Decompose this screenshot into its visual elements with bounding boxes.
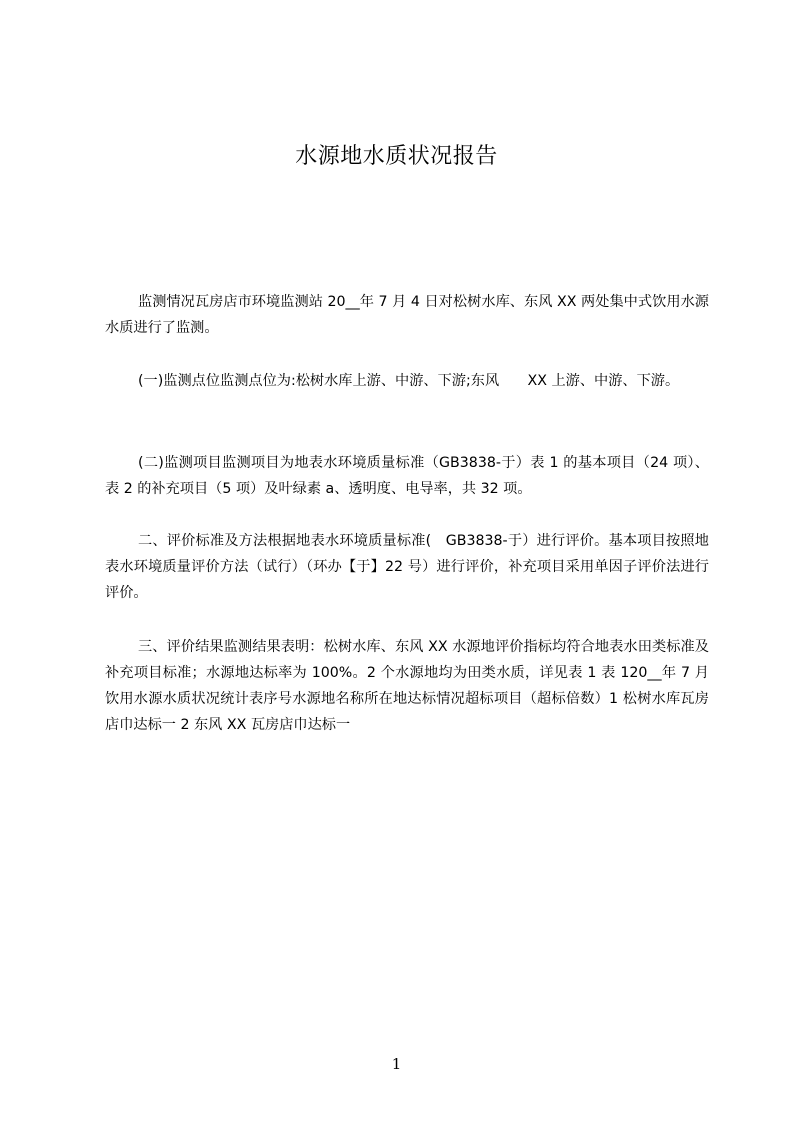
paragraph-monitoring-points: (一)监测点位监测点位为:松树水库上游、中游、下游;东风 XX 上游、中游、下游。 <box>138 373 680 389</box>
paragraph-evaluation-standards: 二、评价标准及方法根据地表水环境质量标准( GB3838-于）进行评价。基本项目按照地表水环境质量评价方法（试行）（环办【于】22 号）进行评价，补充项目采用单因子评价法进行评价。 <box>105 533 709 601</box>
report-title: 水源地水质状况报告 <box>295 144 498 169</box>
paragraph-monitoring-overview: 监测情况瓦房店市环境监测站 20__年 7 月 4 日对松树水库、东风 XX 两处集中式饮用水源水质进行了监测。 <box>105 294 709 336</box>
paragraph-evaluation-results: 三、评价结果监测结果表明：松树水库、东风 XX 水源地评价指标均符合地表水田类标准及补充项目标准；水源地达标率为 100%。2 个水源地均为田类水质，详见表 1 表 120__年 7 月饮用水源水质状况统计表序号水源地名称所在地达标情况超标项目（超标倍数）1 松树水库瓦房店巾达标一 2 东风 XX 瓦房店巾达标一 <box>105 639 709 733</box>
page-number: 1 <box>391 1055 402 1073</box>
paragraph-monitoring-items: (二)监测项目监测项目为地表水环境质量标准（GB3838-于）表 1 的基本项目（24 项）、表 2 的补充项目（5 项）及叶绿素 a、透明度、电导率，共 32 项。 <box>105 455 709 497</box>
